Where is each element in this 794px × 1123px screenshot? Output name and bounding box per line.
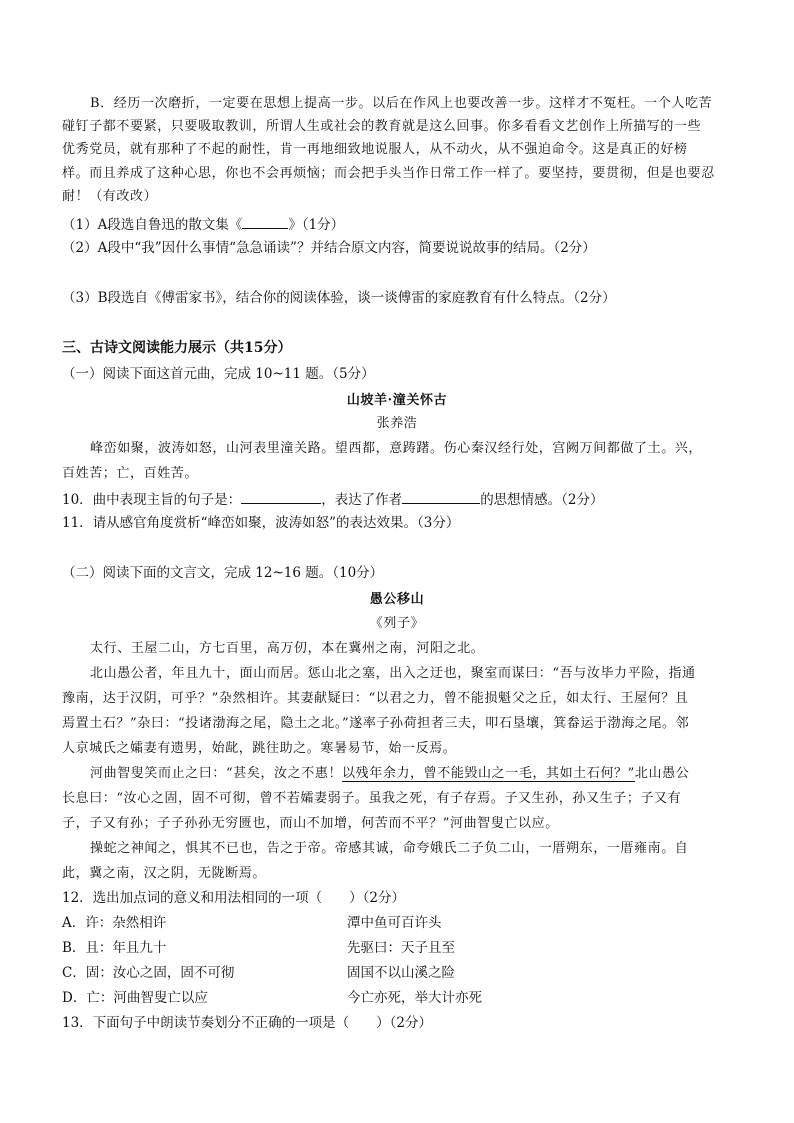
question-10-text-c: 的思想情感。（2分）	[480, 492, 604, 508]
prose-para-4-line-1: 操蛇之神闻之，惧其不已也，告之于帝。帝感其诚，命夸娥氏二子负二山，一厝朔东，一厝雍南。自	[90, 841, 689, 856]
prose-para-3-text-c: 北山愚公	[634, 766, 690, 781]
option-b-right: 先驱曰：天子且至	[347, 940, 455, 956]
passage-b-line-3: 优秀党员，就有那种了不起的耐性，肯一再地细致地说服人，从不动火，从不强迫命令。这是真正的好榜	[62, 142, 688, 157]
question-10	[62, 490, 734, 509]
prose-para-2-line-2: 豫南，达于汉阴，可乎？”杂然相许。其妻献疑曰：“以君之力，曾不能损魁父之丘，如太行、王屋何？且	[62, 691, 689, 706]
option-c[interactable]	[62, 965, 734, 982]
underlined-sentence: 以残年余力，曾不能毁山之一毛，其如土石何？”	[342, 766, 635, 781]
question-1-text: （1）A段选自鲁迅的散文集《	[62, 217, 243, 233]
prose-para-3-line-3: 子，子又有孙；子子孙孙无穷匮也，而山不加增，何苦而不平？”河曲智叟亡以应。	[62, 816, 559, 831]
question-10-text-b: ，表达了作者	[321, 492, 403, 508]
option-b-left: B．且：年且九十	[62, 940, 167, 956]
question-1	[62, 215, 734, 234]
prose-para-3-text-a: 河曲智叟笑而止之曰：“甚矣，汝之不惠！	[90, 766, 343, 781]
prose-para-2-line-1: 北山愚公者，年且九十，面山而居。惩山北之塞，出入之迂也，聚室而谋曰：“吾与汝毕力平险，指通	[90, 666, 696, 681]
poem-title: 山坡羊·潼关怀古	[346, 393, 448, 408]
passage-b-line-2: 碰钉子都不要紧，只要吸取教训，所谓人生或社会的教育就是这么回事。你多看看文艺创作上所描写的一些	[62, 119, 702, 134]
prose-para-3-line-1	[90, 765, 734, 782]
prose-title: 愚公移山	[369, 592, 425, 607]
question-3: （3）B段选自《傅雷家书》，结合你的阅读体验，谈一谈傅雷的家庭教育有什么特点。（2分）	[62, 290, 616, 306]
prose-para-2-line-4: 人京城氏之孀妻有遗男，始龀，跳往助之。寒暑易节，始一反焉。	[62, 741, 457, 756]
passage-b-line-5: 耐！（有改改）	[62, 189, 158, 204]
question-1-score: 》（1分）	[288, 217, 345, 233]
question-2: （2）A段中“我”因什么事情“急急诵读”？并结合原文内容，简要说说故事的结局。（2分）	[62, 240, 596, 256]
poem-line-1: 峰峦如聚，波涛如怒，山河表里潼关路。望西都，意踌躇。伤心秦汉经行处，宫阙万间都做了土。兴，	[90, 441, 703, 456]
option-c-left: C．固：汝心之固，固不可彻	[62, 965, 235, 981]
part-1-intro: （一）阅读下面这首元曲，完成 10~11 题。（5分）	[62, 366, 375, 382]
part-2-intro: （二）阅读下面的文言文，完成 12~16 题。（10分）	[62, 565, 384, 581]
poem-line-2: 百姓苦；亡，百姓苦。	[62, 466, 199, 481]
section-heading: 三、古诗文阅读能力展示（共15分）	[62, 340, 292, 356]
option-b[interactable]	[62, 940, 734, 957]
prose-para-1: 太行、王屋二山，方七百里，高万仞，本在冀州之南，河阳之北。	[90, 641, 485, 656]
answer-blank-10b[interactable]	[402, 490, 480, 504]
question-10-text-a: 10．曲中表现主旨的句子是：	[62, 492, 242, 508]
option-d-right: 今亡亦死，举大计亦死	[347, 990, 482, 1006]
passage-b-line-1: B．经历一次磨折，一定要在思想上提高一步。以后在作风上也要改善一步。这样才不冤枉。一个人吃苦	[90, 96, 713, 111]
answer-blank-source[interactable]	[242, 215, 288, 229]
poem-author: 张养浩	[376, 416, 418, 431]
question-13: 13．下面句子中朗读节奏划分不正确的一项是（ ）（2分）	[62, 1015, 433, 1031]
option-d-left: D．亡：河曲智叟亡以应	[62, 990, 208, 1006]
prose-para-3-line-2: 长息曰：“汝心之固，固不可彻，曾不若孀妻弱子。虽我之死，有子存焉。子又生孙，孙又生子；子又有	[62, 791, 682, 806]
option-d[interactable]	[62, 990, 734, 1007]
passage-b-line-4: 样。而且养成了这种心思，你也不会再烦恼；而会把手头当作日常工作一样了。要坚持，要贯彻，但是也要忍	[62, 166, 715, 181]
question-12: 12．选出加点词的意义和用法相同的一项（ ）（2分）	[62, 890, 406, 906]
option-a[interactable]	[62, 915, 734, 932]
option-a-left: A．许：杂然相许	[62, 915, 167, 931]
prose-para-4-line-2: 此，冀之南，汉之阴，无陇断焉。	[62, 866, 267, 881]
option-c-right: 固国不以山溪之险	[347, 965, 455, 981]
prose-source: 《列子》	[369, 616, 425, 631]
question-11: 11．请从感官角度赏析“峰峦如聚，波涛如怒”的表达效果。（3分）	[62, 515, 460, 531]
prose-para-2-line-3: 焉置土石？”杂曰：“投诸渤海之尾，隐土之北。”遂率子孙荷担者三夫，叩石垦壤，箕畚运于渤海之尾。邻	[62, 716, 690, 731]
answer-blank-10a[interactable]	[241, 490, 321, 504]
option-a-right: 潭中鱼可百许头	[347, 915, 442, 931]
